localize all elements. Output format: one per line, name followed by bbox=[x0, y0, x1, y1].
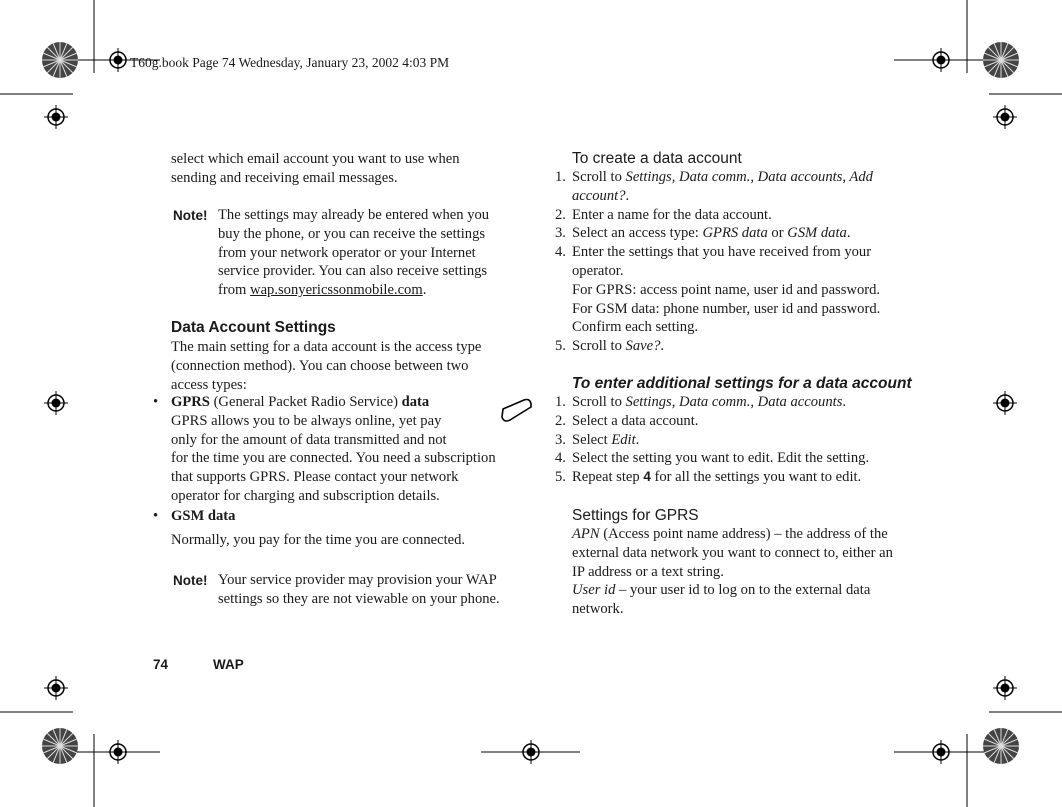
setting-term: APN bbox=[572, 526, 600, 542]
body-line: IP address or a text string. bbox=[572, 563, 724, 580]
body-line: GPRS allows you to be always online, yet pay bbox=[171, 412, 442, 429]
body-line: external data network you want to connect to, either an bbox=[572, 544, 893, 561]
body-line: network. bbox=[572, 601, 624, 618]
starburst-target-icon bbox=[41, 727, 79, 765]
registration-mark-icon bbox=[44, 676, 68, 700]
operator-service-icon bbox=[500, 397, 534, 425]
bullet: • bbox=[153, 394, 159, 410]
menu-option: GPRS data bbox=[702, 225, 768, 242]
registration-mark-icon bbox=[993, 391, 1017, 415]
step-text: . bbox=[660, 338, 665, 355]
step-text: . bbox=[846, 225, 851, 242]
menu-path: Settings, Data comm., Data accounts bbox=[625, 394, 843, 410]
note-label: Note! bbox=[173, 208, 208, 223]
starburst-target-icon bbox=[982, 727, 1020, 765]
section-heading: Data Account Settings bbox=[171, 319, 336, 336]
gprs-settings-body bbox=[572, 525, 952, 619]
list-item bbox=[555, 206, 945, 225]
registration-mark-icon bbox=[106, 48, 130, 72]
note-label: Note! bbox=[173, 573, 208, 588]
registration-mark-icon bbox=[106, 740, 130, 764]
menu-option: Edit bbox=[611, 431, 636, 448]
list-item bbox=[555, 431, 945, 450]
registration-mark-icon bbox=[929, 48, 953, 72]
step-line: Enter the settings that you have received from your bbox=[572, 244, 872, 261]
body-line: that supports GPRS. Please contact your network bbox=[171, 469, 459, 486]
procedure-heading: To create a data account bbox=[572, 150, 742, 167]
step-text: Select the setting you want to edit. Edit the setting. bbox=[572, 450, 870, 467]
setting-term: User id bbox=[572, 582, 616, 599]
procedure-heading: To enter additional settings for a data account bbox=[572, 375, 912, 392]
note-line: The settings may already be entered when you bbox=[218, 207, 490, 223]
body-line: access types: bbox=[171, 376, 247, 393]
note-body bbox=[218, 571, 538, 609]
step-text: . bbox=[842, 394, 847, 410]
list-item bbox=[555, 393, 945, 412]
step-text: Repeat step bbox=[572, 469, 644, 486]
menu-option: Save? bbox=[625, 338, 661, 355]
list-item bbox=[555, 468, 945, 487]
body-line: (Access point name address) – the address of the bbox=[599, 526, 888, 542]
step-number: 1. bbox=[555, 169, 566, 185]
website-link[interactable]: wap.sonyericssonmobile.com bbox=[250, 282, 423, 299]
step-number: 1. bbox=[555, 394, 566, 410]
bullet: • bbox=[153, 508, 159, 524]
body-line: – your user id to log on to the external data bbox=[615, 582, 871, 599]
step-text: or bbox=[767, 225, 788, 242]
note-line: settings so they are not viewable on your phone. bbox=[218, 590, 500, 607]
step-text: . bbox=[625, 187, 630, 204]
step-reference: 4 bbox=[643, 469, 651, 485]
step-text: Select an access type: bbox=[572, 225, 703, 242]
registration-mark-icon bbox=[519, 740, 543, 764]
starburst-target-icon bbox=[982, 41, 1020, 79]
book-slug: T60g.book Page 74 Wednesday, January 23, 2002 4:03 PM bbox=[130, 55, 450, 70]
step-text: Select bbox=[572, 431, 612, 448]
additional-steps bbox=[555, 393, 945, 487]
step-text: Enter a name for the data account. bbox=[572, 206, 772, 223]
section-heading: Settings for GPRS bbox=[572, 507, 699, 524]
note-text: . bbox=[422, 282, 427, 299]
list-item bbox=[555, 449, 945, 468]
intro-line: sending and receiving email messages. bbox=[171, 169, 398, 186]
gprs-term: GPRS bbox=[171, 394, 210, 410]
registration-mark-icon bbox=[44, 391, 68, 415]
list-item bbox=[555, 412, 945, 431]
starburst-target-icon bbox=[41, 41, 79, 79]
gprs-paren: (General Packet Radio Service) bbox=[209, 394, 402, 410]
gprs-item bbox=[171, 393, 541, 506]
step-line: operator. bbox=[572, 262, 624, 279]
step-number: 2. bbox=[555, 412, 566, 429]
step-number: 3. bbox=[555, 431, 566, 448]
section-body bbox=[171, 338, 531, 394]
list-item bbox=[555, 337, 945, 356]
step-line: For GSM data: phone number, user id and password. bbox=[572, 300, 881, 317]
registration-mark-icon bbox=[993, 105, 1017, 129]
body-line: (connection method). You can choose between two bbox=[171, 357, 469, 374]
step-number: 2. bbox=[555, 206, 566, 223]
list-item bbox=[555, 168, 945, 206]
gprs-term2: data bbox=[401, 394, 430, 410]
note-line: from your network operator or your Internet bbox=[218, 244, 476, 261]
body-line: The main setting for a data account is the access type bbox=[171, 339, 482, 355]
body-line: operator for charging and subscription details. bbox=[171, 487, 440, 504]
registration-mark-icon bbox=[44, 105, 68, 129]
step-number: 4. bbox=[555, 244, 566, 261]
step-number: 3. bbox=[555, 225, 566, 242]
intro-line: select which email account you want to use when bbox=[171, 151, 460, 167]
intro-paragraph bbox=[171, 150, 521, 188]
body-line: only for the amount of data transmitted and not bbox=[171, 431, 447, 448]
note-line: Your service provider may provision your WAP bbox=[218, 572, 497, 588]
note-body bbox=[218, 206, 538, 300]
step-text: . bbox=[635, 431, 640, 448]
create-steps bbox=[555, 168, 945, 356]
menu-path: Settings, Data comm., Data accounts, Add bbox=[625, 169, 873, 185]
menu-path: account? bbox=[572, 187, 626, 204]
registration-mark-icon bbox=[993, 676, 1017, 700]
note-line: service provider. You can also receive settings bbox=[218, 263, 488, 280]
step-text: Scroll to bbox=[572, 169, 626, 185]
step-number: 4. bbox=[555, 450, 566, 467]
step-number: 5. bbox=[555, 338, 566, 355]
gsm-term: GSM data bbox=[171, 508, 236, 524]
step-text: for all the settings you want to edit. bbox=[650, 469, 862, 486]
body-line: for the time you are connected. You need a subscription bbox=[171, 450, 496, 467]
step-text: Scroll to bbox=[572, 338, 626, 355]
note-text: from bbox=[218, 282, 251, 299]
list-item bbox=[555, 243, 945, 337]
step-text: Scroll to bbox=[572, 394, 626, 410]
list-item bbox=[555, 224, 945, 243]
step-line: Confirm each setting. bbox=[572, 319, 699, 336]
gsm-body: Normally, you pay for the time you are connected. bbox=[171, 532, 466, 548]
step-number: 5. bbox=[555, 469, 566, 486]
section-name: WAP bbox=[213, 657, 244, 672]
menu-option: GSM data bbox=[787, 225, 847, 242]
note-line: buy the phone, or you can receive the settings bbox=[218, 225, 486, 242]
step-line: For GPRS: access point name, user id and password. bbox=[572, 281, 881, 298]
step-text: Select a data account. bbox=[572, 412, 699, 429]
registration-mark-icon bbox=[929, 740, 953, 764]
note-line bbox=[218, 281, 538, 300]
page-number: 74 bbox=[153, 657, 169, 672]
